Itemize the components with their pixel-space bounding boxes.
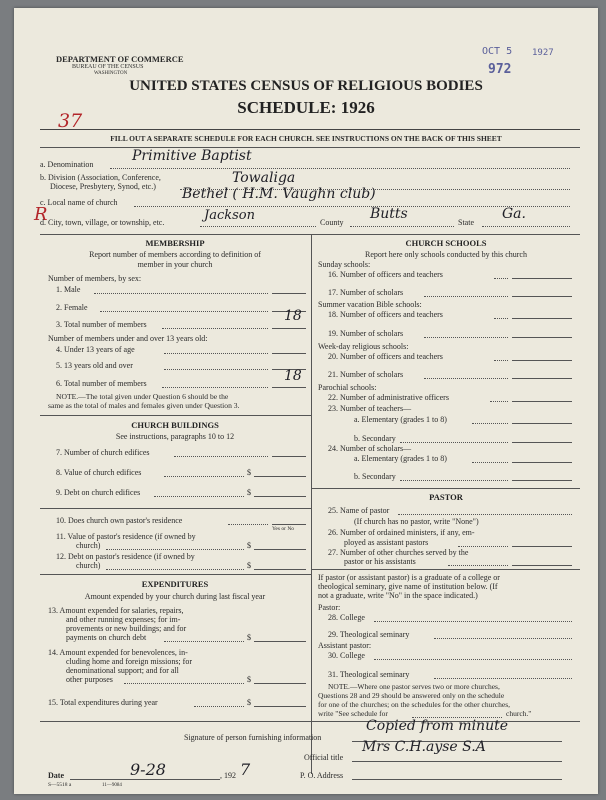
census-schedule-sheet (14, 8, 598, 794)
q27-line-1: 27. Number of other churches served by the (328, 548, 469, 557)
division-label-2: Diocese, Presbytery, Synod, etc.) (50, 182, 156, 191)
q25-pastor-name: 25. Name of pastor (328, 506, 390, 515)
q24b: b. Secondary (354, 472, 396, 481)
bureau-label: BUREAU OF THE CENSUS (72, 64, 144, 70)
official-title-label: Official title (304, 753, 344, 762)
received-stamp-date: OCT 5 (482, 46, 513, 57)
sunday-schools-label: Sunday schools: (318, 260, 371, 269)
pastor-label: Pastor: (318, 603, 341, 612)
q12-debt-residence: 12. Debt on pastor's residence (if owned by (56, 552, 195, 561)
q24: 24. Number of scholars— (328, 444, 412, 453)
year-value: 7 (240, 760, 251, 779)
q9-dollar: $ (247, 488, 251, 497)
buildings-title: CHURCH BUILDINGS (131, 420, 219, 430)
q14-line-3: denominational support; and for all (66, 666, 179, 675)
q13-line-3: provements or new buildings; and for (66, 624, 187, 633)
q14-dollar: $ (247, 675, 251, 684)
official-title-value: Mrs C.H.ayse S.A (362, 739, 486, 755)
q16: 16. Number of officers and teachers (328, 270, 443, 279)
q15-dollar: $ (247, 698, 251, 707)
q23a: a. Elementary (grades 1 to 8) (354, 415, 447, 424)
assistant-pastor-label: Assistant pastor: (318, 641, 372, 650)
q13-dollar: $ (247, 633, 251, 642)
membership-note-2: same as the total of males and females given under Question 3. (48, 401, 240, 410)
q24a: a. Elementary (grades 1 to 8) (354, 454, 447, 463)
q13-line-4: payments on church debt (66, 633, 147, 642)
q26-line-1: 26. Number of ordained ministers, if any, em- (328, 528, 475, 537)
q14-line-4: other purposes (66, 675, 113, 684)
weekday-schools-label: Week-day religious schools: (318, 342, 409, 351)
yes-or-no-hint: Yes or No (272, 526, 295, 532)
red-sequence-number: 37 (58, 110, 83, 132)
form-title: UNITED STATES CENSUS OF RELIGIOUS BODIES (129, 78, 483, 94)
q13-line-2: and other running expenses; for im- (66, 615, 181, 624)
city-label: d. City, town, village, or township, etc. (40, 218, 165, 227)
denomination-value: Primitive Baptist (132, 148, 252, 164)
q19: 19. Number of scholars (328, 329, 404, 338)
buildings-intro: See instructions, paragraphs 10 to 12 (115, 432, 235, 441)
local-name-value: Bethel ( H.M. Vaughn club) (182, 186, 376, 202)
year-prefix: , 192 (220, 771, 236, 780)
q20: 20. Number of officers and teachers (328, 352, 443, 361)
pastor-title: PASTOR (429, 492, 463, 502)
date-label: Date (48, 771, 64, 780)
q10-owns-residence: 10. Does church own pastor's residence (56, 516, 183, 525)
expenditures-title: EXPENDITURES (141, 579, 209, 589)
q11-dollar: $ (247, 541, 251, 550)
q8-value-edifices: 8. Value of church edifices (56, 468, 142, 477)
instruction-line: FILL OUT A SEPARATE SCHEDULE FOR EACH CHURCH. SEE INSTRUCTIONS ON THE BACK OF THIS SHEET (110, 134, 502, 143)
q5-13-and-over: 5. 13 years old and over (56, 361, 133, 370)
q25-hint: (If church has no pastor, write "None") (354, 517, 479, 526)
q15-total-expenditures: 15. Total expenditures during year (48, 698, 158, 707)
division-label: b. Division (Association, Conference, (40, 173, 161, 182)
membership-title: MEMBERSHIP (145, 238, 205, 248)
q18: 18. Number of officers and teachers (328, 310, 443, 319)
q26-line-2: ployed as assistant pastors (344, 538, 429, 547)
print-number: 11—9084 (102, 783, 122, 788)
graduate-note-3: not a graduate, write "No" in the space indicated.) (318, 591, 478, 600)
received-stamp-number: 972 (488, 62, 512, 77)
department-label: DEPARTMENT OF COMMERCE (56, 54, 184, 64)
q4-under-13: 4. Under 13 years of age (56, 345, 135, 354)
q7-edifices: 7. Number of church edifices (56, 448, 150, 457)
pastor-note-1: NOTE.—Where one pastor serves two or more churches, (328, 682, 500, 691)
schools-intro: Report here only schools conducted by this church (365, 250, 527, 259)
q11-line-2: church) (76, 541, 101, 550)
q11-value-residence: 11. Value of pastor's residence (if owned by (56, 532, 196, 541)
q6-total-members: 6. Total number of members (56, 379, 147, 388)
form-subtitle: SCHEDULE: 1926 (237, 98, 375, 117)
q12-dollar: $ (247, 561, 251, 570)
membership-intro-1: Report number of members according to definition of (89, 250, 261, 259)
county-value: Butts (370, 206, 408, 222)
q22: 22. Number of administrative officers (328, 393, 449, 402)
expenditures-intro: Amount expended by your church during last fiscal year (84, 592, 266, 601)
graduate-note-1: If pastor (or assistant pastor) is a graduate of a college or (318, 573, 500, 582)
q12-line-2: church) (76, 561, 101, 570)
pastor-note-4: write "See schedule for (318, 709, 388, 718)
q3-total-members: 3. Total number of members (56, 320, 147, 329)
q13-line-1: 13. Amount expended for salaries, repairs, (48, 606, 184, 615)
parochial-schools-label: Parochial schools: (318, 383, 377, 392)
q30-college: 30. College (328, 651, 365, 660)
red-margin-mark: R (34, 204, 48, 225)
q14-line-2: cluding home and foreign missions; for (66, 657, 192, 666)
pastor-note-4b: church." (506, 709, 532, 718)
summer-schools-label: Summer vacation Bible schools: (318, 300, 422, 309)
q23: 23. Number of teachers— (328, 404, 412, 413)
city-value: Jackson (204, 208, 255, 223)
q1-male: 1. Male (56, 285, 81, 294)
local-name-label: c. Local name of church (40, 198, 118, 207)
denomination-label: a. Denomination (40, 160, 94, 169)
signature-value: Copied from minute (366, 718, 509, 734)
q17: 17. Number of scholars (328, 288, 404, 297)
q9-debt-edifices: 9. Debt on church edifices (56, 488, 141, 497)
county-label: County (320, 218, 344, 227)
q14-line-1: 14. Amount expended for benevolences, in- (48, 648, 188, 657)
pastor-note-3: for one of the churches; on the schedules for the other churches, (318, 700, 511, 709)
q28-college: 28. College (328, 613, 365, 622)
date-value: 9-28 (130, 760, 166, 779)
q27-line-2: pastor or his assistants (344, 557, 416, 566)
division-value: Towaliga (232, 170, 296, 186)
members-by-age-label: Number of members under and over 13 years old: (48, 334, 208, 343)
q3-value: 18 (284, 308, 302, 324)
membership-intro-2: member in your church (137, 260, 213, 269)
q23b: b. Secondary (354, 434, 396, 443)
schools-title: CHURCH SCHOOLS (405, 238, 487, 248)
q31-seminary: 31. Theological seminary (328, 670, 410, 679)
pastor-note-2: Questions 28 and 29 should be answered only on the schedule (318, 691, 505, 700)
q6-value: 18 (284, 368, 302, 384)
q21: 21. Number of scholars (328, 370, 404, 379)
q2-female: 2. Female (56, 303, 88, 312)
state-value: Ga. (502, 206, 526, 222)
form-number: S—5518 a (48, 782, 72, 788)
received-stamp-year: 1927 (532, 48, 554, 58)
po-address-label: P. O. Address (300, 771, 344, 780)
state-label: State (458, 218, 474, 227)
membership-note-1: NOTE.—The total given under Question 6 should be the (56, 392, 229, 401)
q29-seminary: 29. Theological seminary (328, 630, 410, 639)
city-label: WASHINGTON (94, 71, 128, 76)
signature-label: Signature of person furnishing information (184, 733, 322, 742)
q8-dollar: $ (247, 468, 251, 477)
graduate-note-2: theological seminary, give name of institution below. (If (318, 582, 498, 591)
members-by-sex-label: Number of members, by sex: (48, 274, 142, 283)
